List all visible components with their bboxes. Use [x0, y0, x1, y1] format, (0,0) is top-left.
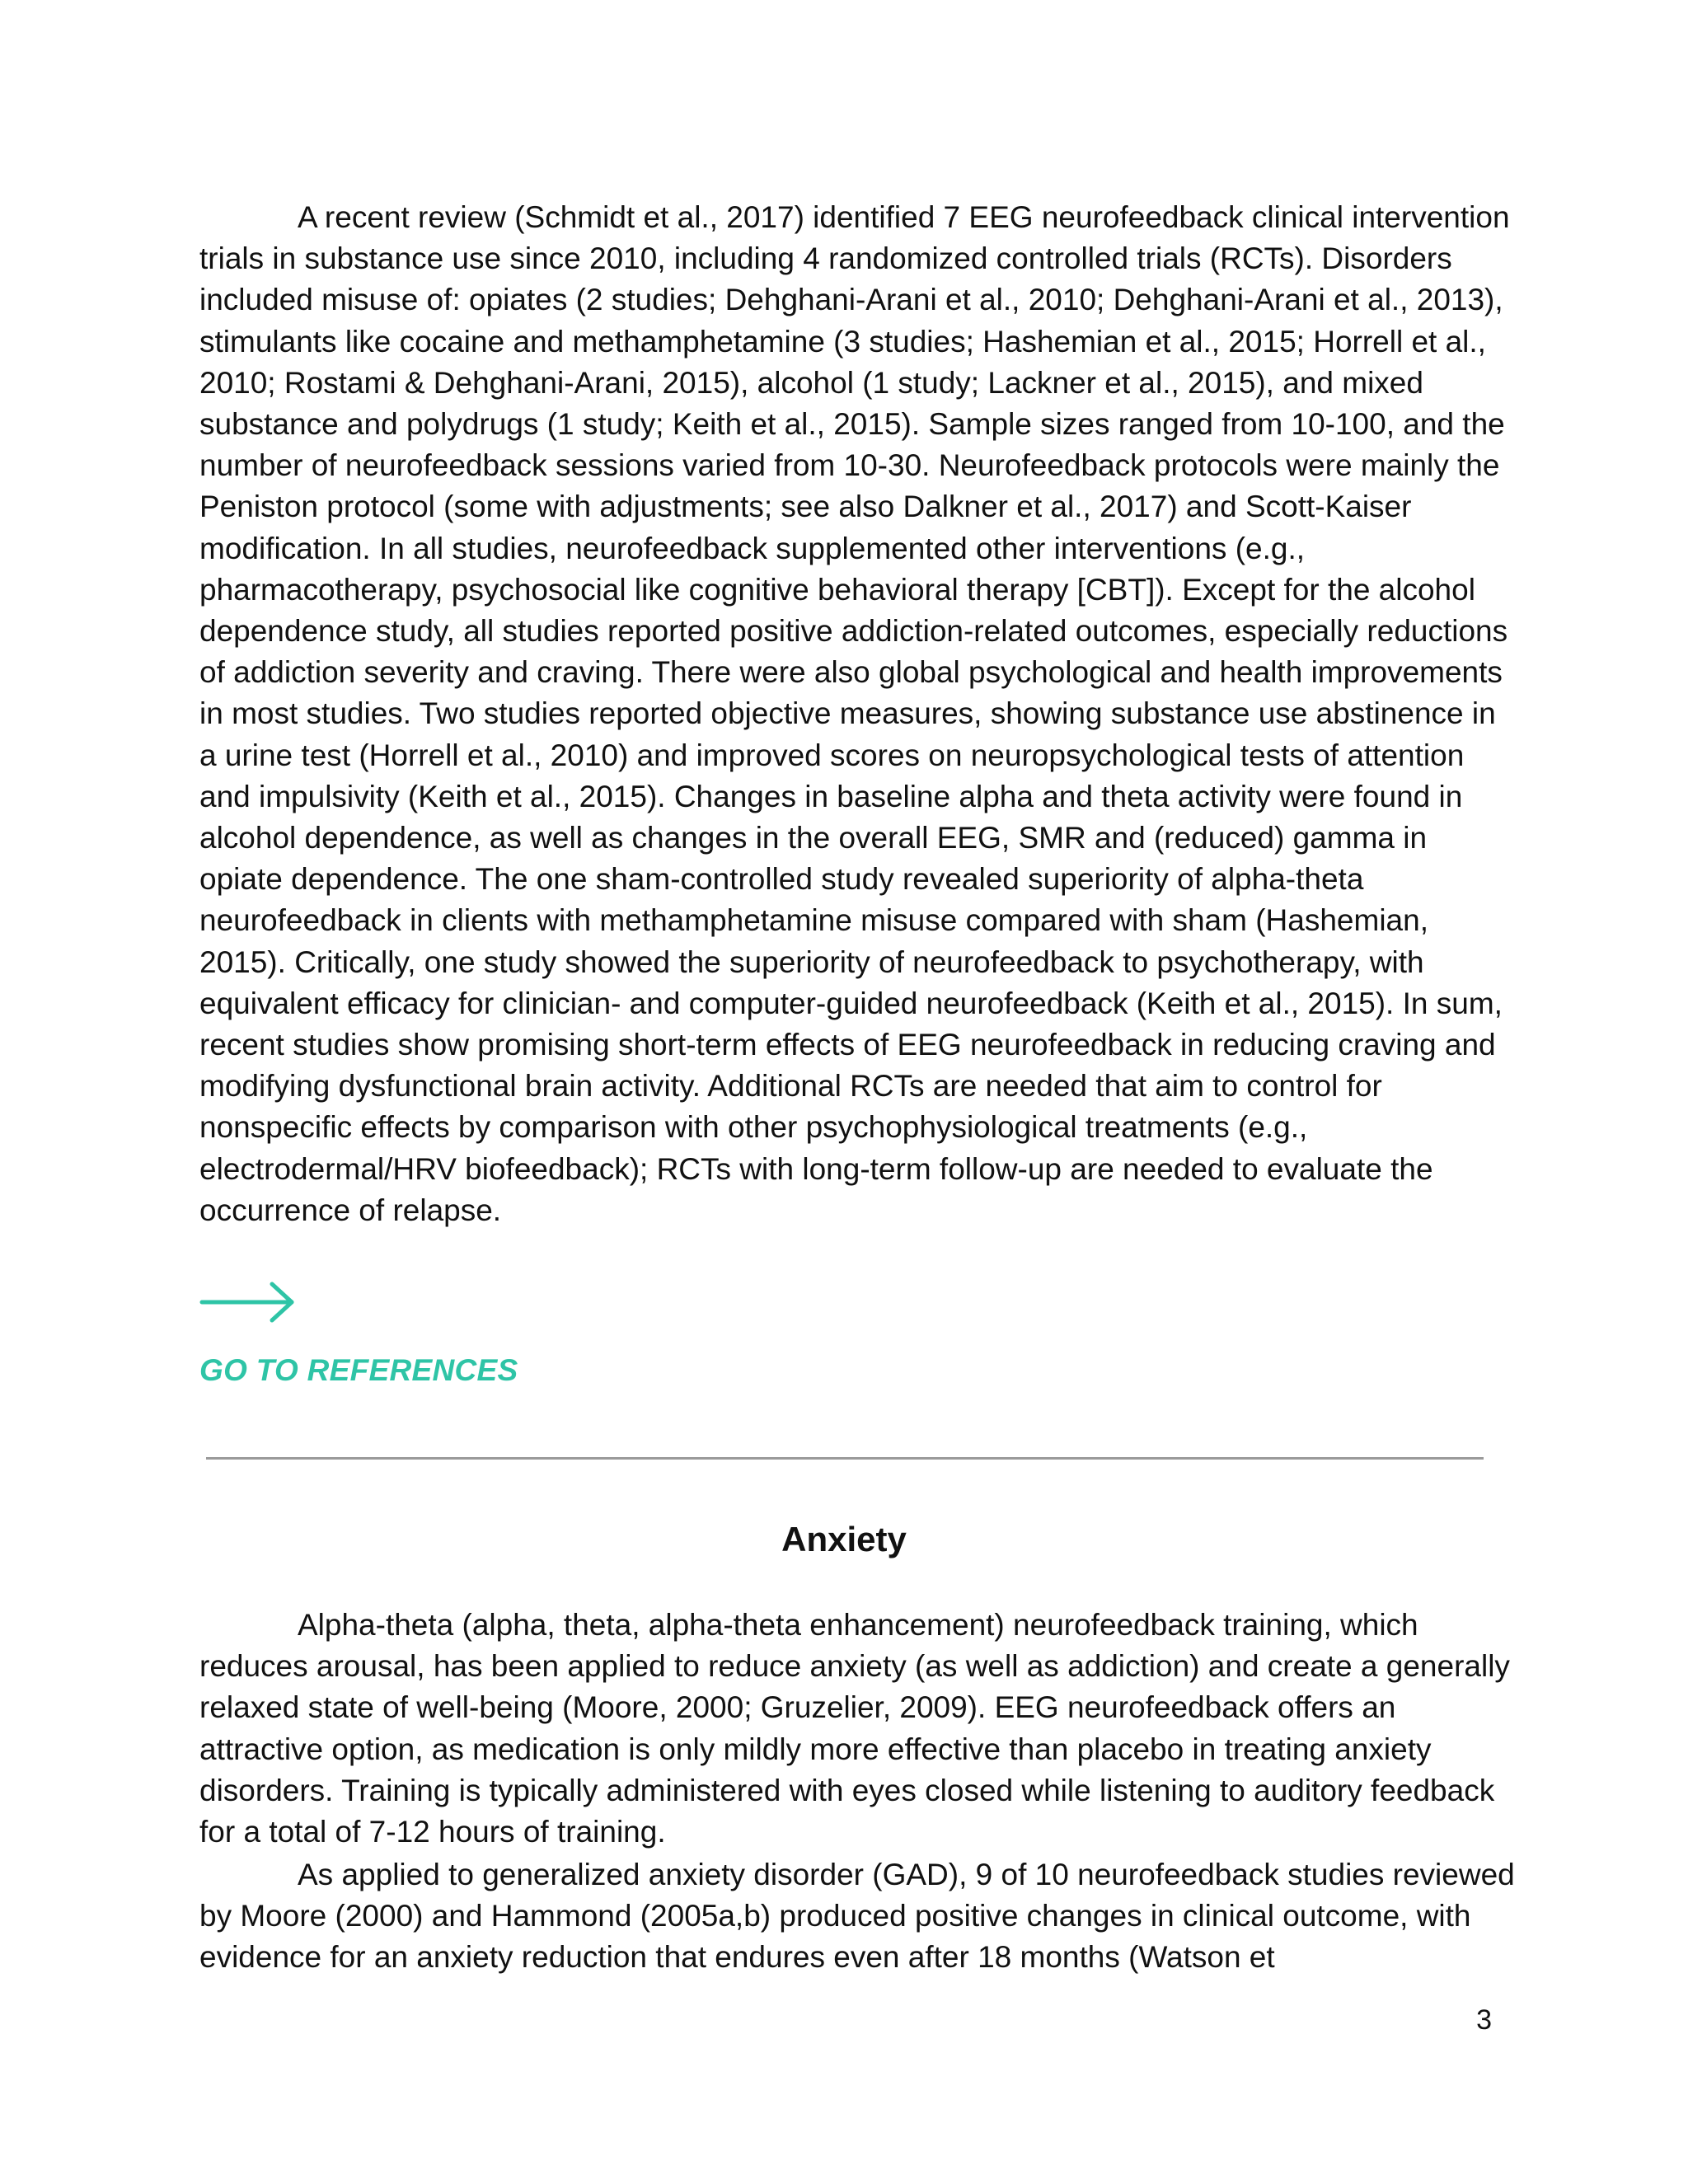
body-paragraph-substance-use: A recent review (Schmidt et al., 2017) identified 7 EEG neurofeedback clinical intervention trials in substance use since 2010, including 4 randomized controlled trials (RCTs). Disorders included misuse of: opiates (2 studies; Dehghani-Arani et al., 2010; Dehghani-Arani et al., 2013), stimulants like cocaine and methamphetamine (3 studies; Hashemian et al., 2015; Horrell et al., 2010; Rostami & Dehghani-Arani, 2015), alcohol (1 study; Lackner et al., 2015), and mixed substance and polydrugs (1 study; Keith et al., 2015). Sample sizes ranged from 10-100, and the number of neurofeedback sessions varied from 10-30. Neurofeedback protocols were mainly the Peniston protocol (some with adjustments; see also Dalkner et al., 2017) and Scott-Kaiser modification. In all studies, neurofeedback supplemented other interventions (e.g., pharmacotherapy, psychosocial like cognitive behavioral therapy [CBT]). Except for the alcohol dependence study, all studies reported positive addiction-related outcomes, especially reductions of addiction severity and craving. There were also global psychological and health improvements in most studies. Two studies reported objective measures, showing substance use abstinence in a urine test (Horrell et al., 2010) and improved scores on neuropsychological tests of attention and impulsivity (Keith et al., 2015). Changes in baseline alpha and theta activity were found in alcohol dependence, as well as changes in the overall EEG, SMR and (reduced) gamma in opiate dependence. The one sham-controlled study revealed superiority of alpha-theta neurofeedback in clients with methamphetamine misuse compared with sham (Hashemian, 2015). Critically, one study showed the superiority of neurofeedback to psychotherapy, with equivalent efficacy for clinician- and computer-guided neurofeedback (Keith et al., 2015). In sum, recent studies show promising short-term effects of EEG neurofeedback in reducing craving and modifying dysfunctional brain activity. Additional RCTs are needed that aim to control for nonspecific effects by comparison with other psychophysiological treatments (e.g., electrodermal/HRV biofeedback); RCTs with long-term follow-up are needed to evaluate the occurrence of relapse. [199, 200, 1510, 1227]
section-heading-anxiety: Anxiety [781, 1520, 907, 1558]
arrow-right-icon[interactable] [199, 1273, 298, 1331]
body-paragraph-alpha-theta: Alpha-theta (alpha, theta, alpha-theta enhancement) neurofeedback training, which reduces arousal, has been applied to reduce anxiety (as well as addiction) and create a generally relaxed state of well-being (Moore, 2000; Gruzelier, 2009). EEG neurofeedback offers an attractive option, as medication is only mildly more effective than placebo in treating anxiety disorders. Training is typically administered with eyes closed while listening to auditory feedback for a total of 7-12 hours of training. [199, 1608, 1510, 1849]
body-paragraph-gad: As applied to generalized anxiety disorder (GAD), 9 of 10 neurofeedback studies reviewed by Moore (2000) and Hammond (2005a,b) produced positive changes in clinical outcome, with evidence for an anxiety reduction that endures even after 18 months (Watson et [199, 1858, 1515, 1975]
go-to-references-link[interactable]: GO TO REFERENCES [199, 1353, 518, 1387]
section-divider [206, 1457, 1484, 1460]
page-number: 3 [1476, 2004, 1492, 2036]
